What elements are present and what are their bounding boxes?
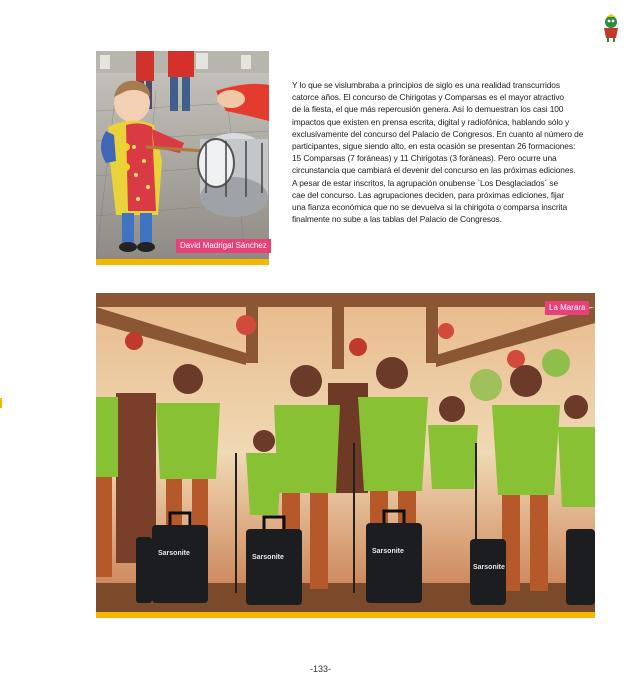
article-body [292,79,602,225]
article-line: de la fiesta, el que más repercusión genera. Así lo demuestran los casi 100 [292,104,564,115]
article-line: participantes, sigue siendo alto, en esta ocasión se presentan 26 formaciones: [292,141,576,152]
article-line: una fianza económica que no se devuelva si la chirigota o comparsa inscrita [292,202,568,213]
article-line: catorce años. El concurso de Chirigotas y Comparsas es el mayor atractivo [292,92,564,103]
suitcase-label: Sarsonite [372,548,404,555]
suitcase-label: Sarsonite [252,554,284,561]
article-line: circunstancia que cambiará el devenir del concurso en las próximas ediciones. [292,165,576,176]
suitcase-label: Sarsonite [158,550,190,557]
article-line: A pesar de estar inscritos, la agrupación onubense `Los Desglaciados´ se [292,177,559,188]
article-line: cae del concurso. Las agrupaciones deciden, para próximas ediciones, fijar [292,189,564,200]
article-line: Y lo que se vislumbraba a principios de siglo es una realidad transcurridos [292,80,560,90]
photo-credit: David Madrigal Sánchez [176,239,271,253]
photo-comparsa-stage [96,293,595,612]
article-line: 15 Comparsas (7 foráneas) y 11 Chirigotas (3 foráneas). Pero ocurre una [292,153,557,164]
carnival-logo-icon [600,14,622,42]
article-line: exclusivamente del concurso del Palacio de Congresos. En cuanto al número de [292,128,584,139]
photo-credit: La Marara [545,301,589,315]
article-line: impactos que existen en prensa escrita, digital y radiofónica, hablando sólo y [292,116,570,127]
photo-accent-bar [96,259,269,265]
photo-child-drum [96,51,269,259]
margin-mark [0,398,2,408]
photo-accent-bar [96,612,595,618]
page-number: -133- [309,664,331,674]
suitcase-label: Sarsonite [473,564,505,571]
article-line: finalmente no sube a las tablas del Palacio de Congresos. [292,214,502,225]
